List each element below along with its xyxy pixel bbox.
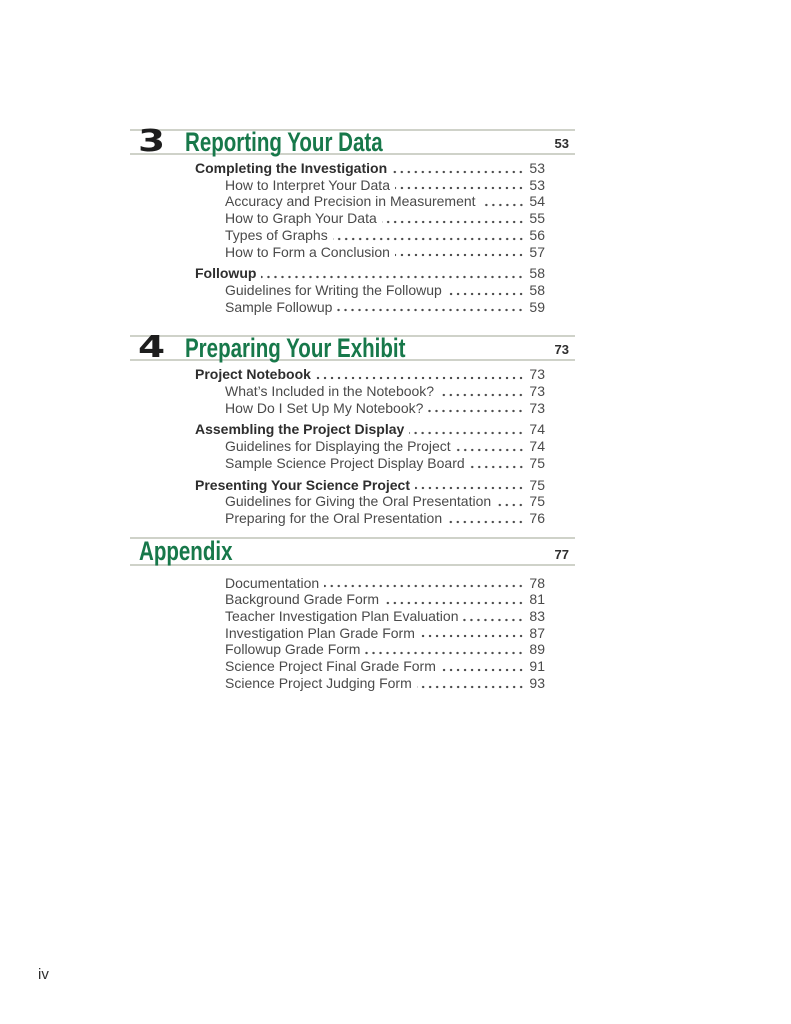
- toc-entry-page: 74: [529, 421, 545, 438]
- dot-leader: [463, 608, 526, 625]
- dot-leader: [333, 227, 527, 244]
- toc-entry-label: How to Form a Conclusion: [225, 243, 390, 260]
- toc-entry-label: How to Graph Your Data: [225, 210, 377, 227]
- toc-entry: [130, 244, 545, 261]
- chapter-4-number: 4: [138, 330, 164, 366]
- toc-entry-page: 73: [529, 383, 545, 400]
- dot-leader: [428, 400, 526, 417]
- dot-leader: [365, 641, 526, 658]
- toc-entry: [130, 510, 545, 527]
- toc-entry-page: 57: [529, 243, 545, 260]
- toc-entry: [130, 421, 545, 438]
- toc-entry: [130, 160, 545, 177]
- toc-entry-page: 91: [529, 658, 545, 675]
- dot-leader: [415, 477, 526, 494]
- toc-content: [130, 124, 575, 692]
- toc-entry-label: Followup: [195, 265, 257, 282]
- appendix-page-number: 77: [554, 546, 569, 562]
- toc-entry-label: Types of Graphs: [225, 226, 328, 243]
- chapter-3-page-number: 53: [554, 136, 569, 151]
- chapter-3-title: Reporting Your Data: [185, 127, 383, 157]
- chapter-3-header: [130, 124, 575, 159]
- dot-leader: [392, 160, 526, 177]
- toc-entry-label: Sample Followup: [225, 298, 333, 315]
- dot-leader: [316, 366, 527, 383]
- toc-entry-page: 78: [529, 574, 545, 591]
- toc-entry-page: 74: [529, 438, 545, 455]
- toc-entry-label: Background Grade Form: [225, 591, 380, 608]
- toc-entry-page: 75: [529, 476, 545, 493]
- dot-leader: [395, 177, 526, 194]
- dot-leader: [324, 575, 526, 592]
- toc-entry-page: 76: [529, 509, 545, 526]
- toc-entry-page: 58: [529, 265, 545, 282]
- dot-leader: [261, 265, 526, 282]
- toc-entry-page: 75: [529, 454, 545, 471]
- toc-entry: [130, 455, 545, 472]
- chapter-3-entries: [130, 160, 545, 315]
- dot-leader: [496, 493, 526, 510]
- toc-entry: [130, 477, 545, 494]
- dot-leader: [470, 455, 527, 472]
- toc-entry-label: Sample Science Project Display Board: [225, 454, 465, 471]
- dot-leader: [417, 675, 527, 692]
- dot-leader: [337, 299, 526, 316]
- toc-entry-label: Science Project Judging Form: [225, 674, 412, 691]
- toc-entry: [130, 675, 545, 692]
- toc-entry-label: Documentation: [225, 574, 320, 591]
- chapter-4-header: [130, 330, 575, 366]
- toc-entry-label: Preparing for the Oral Presentation: [225, 509, 443, 526]
- toc-entry-label: Followup Grade Form: [225, 641, 361, 658]
- toc-entry-page: 87: [529, 624, 545, 641]
- toc-entry-label: What’s Included in the Notebook?: [225, 383, 435, 400]
- toc-entry: [130, 641, 545, 658]
- page-folio: iv: [38, 966, 49, 983]
- toc-entry: [130, 383, 545, 400]
- toc-entry-label: How Do I Set Up My Notebook?: [225, 399, 424, 416]
- toc-entry: [130, 282, 545, 299]
- toc-entry-label: Project Notebook: [195, 366, 311, 383]
- toc-entry-page: 53: [529, 176, 545, 193]
- appendix-title: Appendix: [139, 535, 233, 566]
- toc-entry-page: 53: [529, 160, 545, 176]
- toc-entry: [130, 608, 545, 625]
- toc-entry: [130, 575, 545, 592]
- chapter-3-number: 3: [138, 124, 164, 159]
- toc-entry-page: 73: [529, 399, 545, 416]
- dot-leader: [420, 625, 527, 642]
- dot-leader: [409, 421, 526, 438]
- toc-entry-label: Science Project Final Grade Form: [225, 658, 436, 675]
- toc-entry-label: Completing the Investigation: [195, 160, 388, 176]
- chapter-4-title: Preparing Your Exhibit: [185, 333, 406, 364]
- toc-entry-page: 93: [529, 674, 545, 691]
- toc-entry: [130, 625, 545, 642]
- toc-entry-label: How to Interpret Your Data: [225, 176, 390, 193]
- dot-leader: [456, 438, 527, 455]
- toc-entry-label: Investigation Plan Grade Form: [225, 624, 415, 641]
- toc-entry: [130, 193, 545, 210]
- chapter-4-page-number: 73: [554, 342, 569, 358]
- toc-entry-label: Teacher Investigation Plan Evaluation: [225, 608, 459, 625]
- dot-leader: [395, 244, 526, 261]
- toc-entry: [130, 299, 545, 316]
- dot-leader: [382, 210, 527, 227]
- toc-entry-page: 58: [529, 281, 545, 298]
- toc-entry-label: Assembling the Project Display: [195, 421, 405, 438]
- dot-leader: [447, 510, 526, 527]
- toc-entry-label: Accuracy and Precision in Measurement: [225, 193, 476, 210]
- toc-entry: [130, 400, 545, 417]
- toc-entry-page: 75: [529, 493, 545, 510]
- toc-entry-page: 59: [529, 298, 545, 315]
- toc-entry-label: Guidelines for Giving the Oral Presentation: [225, 493, 492, 510]
- dot-leader: [441, 658, 527, 675]
- toc-entry: [130, 658, 545, 675]
- dot-leader: [384, 591, 526, 608]
- toc-entry-page: 54: [529, 193, 545, 210]
- dot-leader: [481, 193, 527, 210]
- toc-entry: [130, 366, 545, 383]
- toc-entry-page: 55: [529, 210, 545, 227]
- toc-entry-page: 73: [529, 366, 545, 383]
- appendix-header: [130, 537, 575, 566]
- toc-entry-label: Presenting Your Science Project: [195, 476, 411, 493]
- dot-leader: [439, 383, 526, 400]
- toc-entry-page: 89: [529, 641, 545, 658]
- appendix-entries: [130, 575, 545, 692]
- toc-entry-label: Guidelines for Writing the Followup: [225, 281, 442, 298]
- toc-entry-label: Guidelines for Displaying the Project: [225, 438, 451, 455]
- toc-entry: [130, 210, 545, 227]
- toc-entry: [130, 493, 545, 510]
- toc-entry: [130, 227, 545, 244]
- toc-entry-page: 83: [529, 608, 545, 625]
- dot-leader: [447, 282, 527, 299]
- toc-entry: [130, 265, 545, 282]
- toc-entry: [130, 591, 545, 608]
- toc-entry: [130, 177, 545, 194]
- toc-entry: [130, 438, 545, 455]
- toc-entry-page: 81: [529, 591, 545, 608]
- chapter-4-entries: [130, 366, 545, 526]
- toc-entry-page: 56: [529, 226, 545, 243]
